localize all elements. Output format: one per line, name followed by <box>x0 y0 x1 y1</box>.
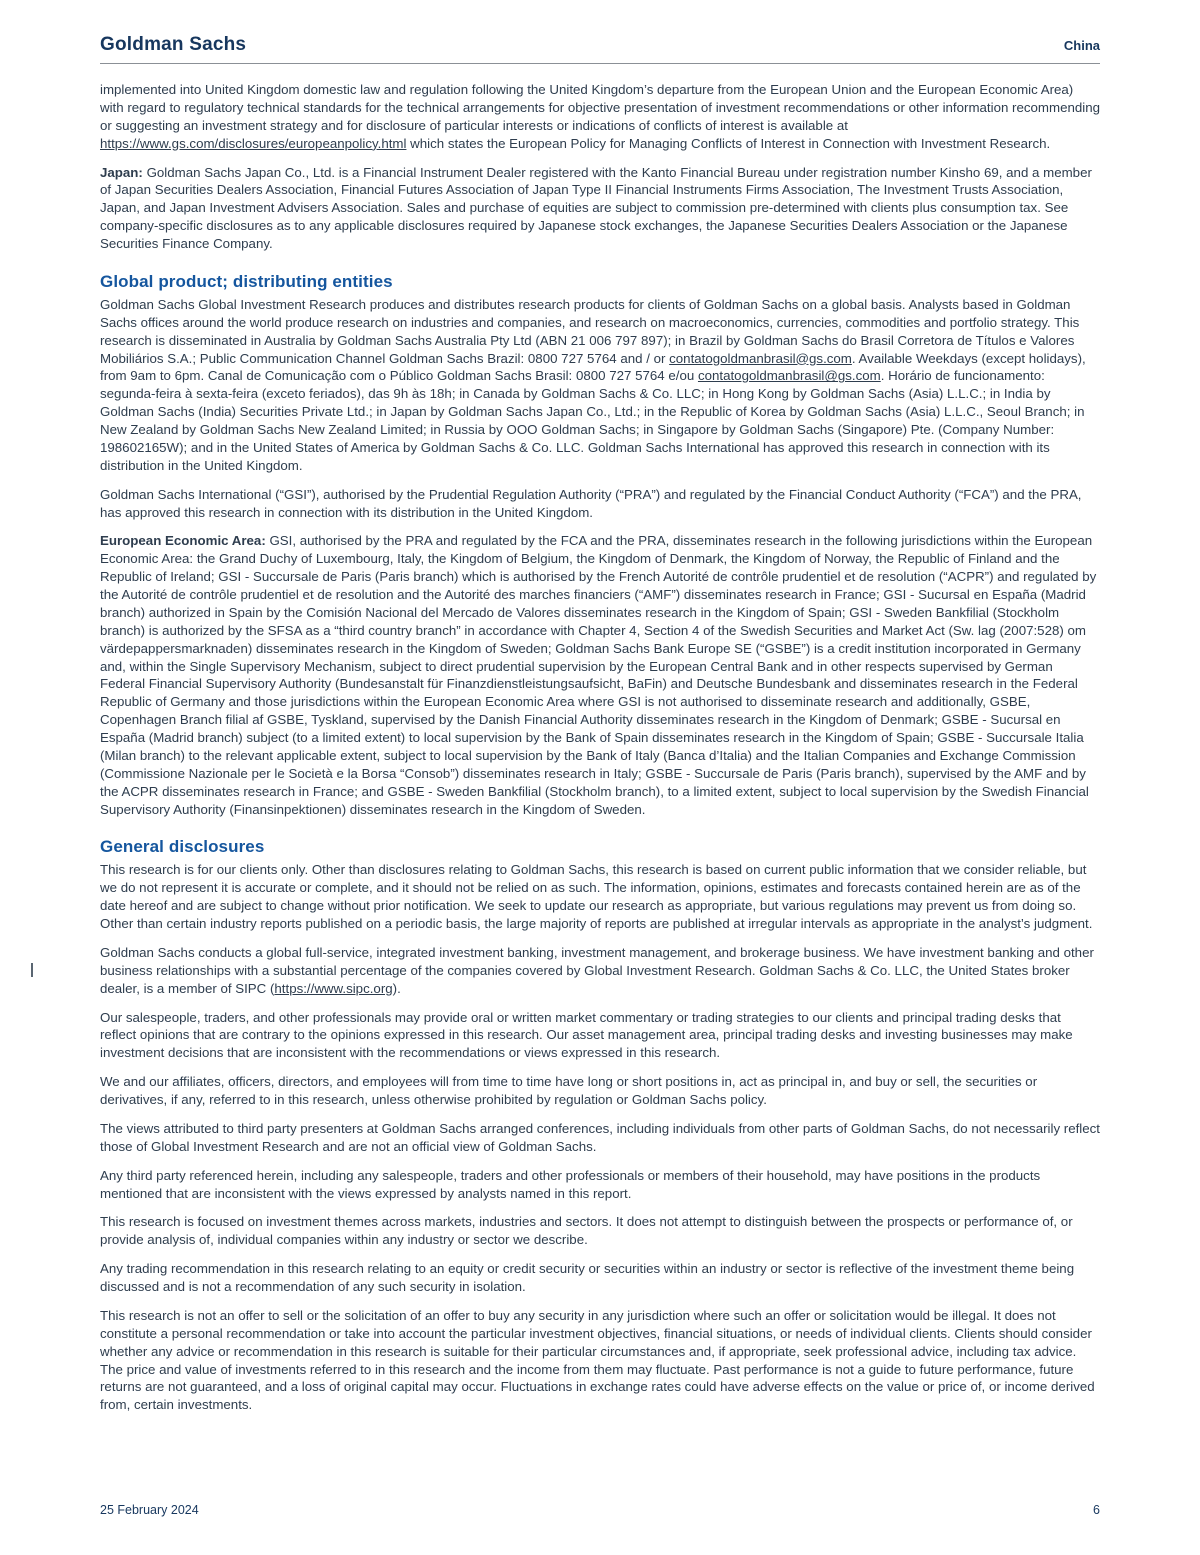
paragraph-eea-disclosure <box>100 532 1100 818</box>
margin-change-bar <box>31 963 33 977</box>
paragraph-text: implemented into United Kingdom domestic law and regulation following the United Kingdom’s departure from the European Union and the European Economic Area) with regard to regulatory technical standards for the technical arrangements for objective presentation of investment recommendations or other information recommending or suggesting an investment strategy and for disclosure of particular interests or indications of conflicts of interest is available at <box>100 82 1100 133</box>
japan-lead-label: Japan: <box>100 164 147 180</box>
document-body <box>100 81 1100 1414</box>
brazil-contact-email-link[interactable]: contatogoldmanbrasil@gs.com <box>697 368 881 384</box>
section-heading-global-product: Global product; distributing entities <box>100 271 393 291</box>
paragraph-text: Goldman Sachs Japan Co., Ltd. is a Financial Instrument Dealer registered with the Kanto Financial Bureau under registration number Kinsho 69, and a member of Japan Securities Dealers Association, Financial Futures Association of Japan Type II Financial Instruments Firms Association, The Investment Trusts Association, Japan, and Japan Investment Advisers Association. Sales and purchase of equities are subject to commission pre-determined with clients plus consumption tax. See company-specific disclosures as to any applicable disclosures required by Japanese stock exchanges, the Japanese Securities Dealers Association or the Japanese Securities Finance Company. <box>100 164 1092 251</box>
paragraph-text: ). <box>392 980 401 996</box>
page-header <box>100 34 1100 56</box>
paragraph-investment-themes: This research is focused on investment themes across markets, industries and sectors. It does not attempt to distinguish between the prospects or performance of, or provide analysis of, individual companies within any industry or sector we describe. <box>100 1214 1073 1248</box>
paragraph-distributing-entities <box>100 296 1100 475</box>
report-region-label: China <box>1063 38 1100 53</box>
section-heading-general-disclosures: General disclosures <box>100 837 265 857</box>
paragraph-text: Goldman Sachs conducts a global full-service, integrated investment banking, investment management, and brokerage business. We have investment banking and other business relationships with a substantial percentage of the companies covered by Global Investment Research. Goldman Sachs & Co. LLC, the United States broker dealer, is a member of SIPC ( <box>100 944 1094 996</box>
paragraph-third-party-referenced: Any third party referenced herein, including any salespeople, traders and other professionals or members of their household, may have positions in the products mentioned that are inconsistent with the views expressed by analysts named in this report. <box>100 1167 1041 1201</box>
sipc-link[interactable]: https://www.sipc.org <box>274 980 393 996</box>
paragraph-salespeople: Our salespeople, traders, and other professionals may provide oral or written market commentary or trading strategies to our clients and principal trading desks that reflect opinions that are contrary to the opinions expressed in this research. Our asset management area, principal trading desks and investing businesses may make investment decisions that are inconsistent with the recommendations or views expressed in this research. <box>100 1009 1073 1061</box>
paragraph-gsi-approval: Goldman Sachs International (“GSI”), authorised by the Prudential Regulation Authority (“PRA”) and regulated by the Financial Conduct Authority (“FCA”) and the PRA, has approved this research in connection with its distribution in the United Kingdom. <box>100 486 1082 520</box>
page-footer <box>100 1503 1100 1517</box>
brand-logo-text: Goldman Sachs <box>100 34 247 55</box>
paragraph-third-party-presenters: The views attributed to third party presenters at Goldman Sachs arranged conferences, including individuals from other parts of Goldman Sachs, do not necessarily reflect those of Global Investment Research and are not an official view of Goldman Sachs. <box>100 1120 1100 1154</box>
eea-lead-label: European Economic Area: <box>100 533 270 549</box>
paragraph-text: . Horário de funcionamento: segunda-feira à sexta-feira (exceto feriados), das 9h às 18h; in Canada by Goldman Sachs & Co. LLC; in Hong Kong by Goldman Sachs (Asia) L.L.C.; in India by Goldman Sachs (India) Securities Private Ltd.; in Japan by Goldman Sachs Japan Co., Ltd.; in the Republic of Korea by Goldman Sachs (Asia) L.L.C., Seoul Branch; in New Zealand by Goldman Sachs New Zealand Limited; in Russia by OOO Goldman Sachs; in Singapore by Goldman Sachs (Singapore) Pte. (Company Number: 198602165W); and in the United States of America by Goldman Sachs & Co. LLC. Goldman Sachs International has approved this research in connection with its distribution in the United Kingdom. <box>100 368 1085 473</box>
paragraph-clients-only: This research is for our clients only. Other than disclosures relating to Goldman Sachs, this research is based on current public information that we consider reliable, but we do not represent it is accurate or complete, and it should not be relied on as such. The information, opinions, estimates and forecasts contained herein are as of the date hereof and are subject to change without prior notification. We seek to update our research as appropriate, but various regulations may prevent us from doing so. Other than certain industry reports published on a periodic basis, the large majority of reports are published at irregular intervals as appropriate in the analyst’s judgment. <box>100 862 1093 931</box>
brazil-contact-email-link[interactable]: contatogoldmanbrasil@gs.com <box>669 350 852 366</box>
footer-date: 25 February 2024 <box>100 1503 199 1517</box>
paragraph-text: GSI, authorised by the PRA and regulated by the FCA and the PRA, disseminates research in the following jurisdictions within the European Economic Area: the Grand Duchy of Luxembourg, Italy, the Kingdom of Belgium, the Kingdom of Denmark, the Kingdom of Norway, the Republic of Finland and the Republic of Ireland; GSI - Succursale de Paris (Paris branch) which is authorised by the French Autorité de contrôle prudentiel et de resolution (“ACPR”) and regulated by the Autorité de contrôle prudentiel et de resolution and the Autorité des marches financiers (“AMF”) disseminates research in France; GSI - Sucursal en España (Madrid branch) authorized in Spain by the Comisión Nacional del Mercado de Valores disseminates research in the Kingdom of Spain; GSI - Sweden Bankfilial (Stockholm branch) is authorized by the SFSA as a “third country branch” in accordance with Chapter 4, Section 4 of the Swedish Securities and Market Act (Sw. lag (2007:528) om värdepappersmarknaden) disseminates research in the Kingdom of Sweden; Goldman Sachs Bank Europe SE (“GSBE”) is a credit institution incorporated in Germany and, within the Single Supervisory Mechanism, subject to direct prudential supervision by the European Central Bank and in other respects supervised by German Federal Financial Supervisory Authority (Bundesanstalt für Finanzdienstleistungsaufsicht, BaFin) and Deutsche Bundesbank and disseminates research in the Federal Republic of Germany and those jurisdictions within the European Economic Area where GSI is not authorised to disseminate research and additionally, GSBE, Copenhagen Branch filial af GSBE, Tyskland, supervised by the Danish Financial Authority disseminates research in the Kingdom of Denmark; GSBE - Sucursal en España (Madrid branch) subject (to a limited extent) to local supervision by the Bank of Spain disseminates research in the Kingdom of Spain; GSBE - Succursale Italia (Milan branch) to the relevant applicable extent, subject to local supervision by the Bank of Italy (Banca d’Italia) and the Italian Companies and Exchange Commission (Commissione Nazionale per le Società e la Borsa “Consob”) disseminates research in Italy; GSBE - Succursale de Paris (Paris branch), supervised by the AMF and by the ACPR disseminates research in France; and GSBE - Sweden Bankfilial (Stockholm branch), to a limited extent, subject to local supervision by the Swedish Financial Supervisory Authority (Finansinpektionen) disseminates research in the Kingdom of Sweden. <box>100 533 1097 817</box>
paragraph-full-service <box>100 944 1100 998</box>
footer-page-number: 6 <box>1093 1503 1100 1517</box>
paragraph-text: Goldman Sachs Global Investment Research produces and distributes research products for clients of Goldman Sachs on a global basis. Analysts based in Goldman Sachs offices around the world produce research on industries and companies, and research on macroeconomics, currencies, commodities and portfolio strategy. This research is disseminated in Australia by Goldman Sachs Australia Pty Ltd (ABN 21 006 797 897); in Brazil by Goldman Sachs do Brasil Corretora de Títulos e Valores Mobiliários S.A.; Public Communication Channel Goldman Sachs Brazil: 0800 727 5764 and / or <box>100 296 1080 366</box>
paragraph-text: which states the European Policy for Managing Conflicts of Interest in Connection with Investment Research. <box>406 135 1051 151</box>
header-rule <box>100 63 1100 64</box>
paragraph-eu-policy <box>100 81 1100 153</box>
european-policy-link[interactable]: https://www.gs.com/disclosures/europeanpolicy.html <box>100 135 407 151</box>
paragraph-japan-disclosure <box>100 164 1100 253</box>
paragraph-trading-recommendation: Any trading recommendation in this research relating to an equity or credit security or securities within an industry or sector is reflective of the investment theme being discussed and is not a recommendation of any such security in isolation. <box>100 1261 1075 1294</box>
paragraph-not-an-offer: This research is not an offer to sell or the solicitation of an offer to buy any security in any jurisdiction where such an offer or solicitation would be illegal. It does not constitute a personal recommendation or take into account the particular investment objectives, financial situations, or needs of individual clients. Clients should consider whether any advice or recommendation in this research is suitable for their particular circumstances and, if appropriate, seek professional advice, including tax advice. The price and value of investments referred to in this research and the income from them may fluctuate. Past performance is not a guide to future performance, future returns are not guaranteed, and a loss of original capital may occur. Fluctuations in exchange rates could have adverse effects on the value or price of, or income derived from, certain investments. <box>100 1307 1095 1413</box>
paragraph-text: . Available Weekdays (except holidays), from 9am to 6pm. Canal de Comunicação com o Público Goldman Sachs Brasil: 0800 727 5764 e/ou <box>100 350 1086 384</box>
paragraph-affiliates-positions: We and our affiliates, officers, directors, and employees will from time to time have long or short positions in, act as principal in, and buy or sell, the securities or derivatives, if any, referred to in this research, unless otherwise prohibited by regulation or Goldman Sachs policy. <box>100 1074 1038 1107</box>
